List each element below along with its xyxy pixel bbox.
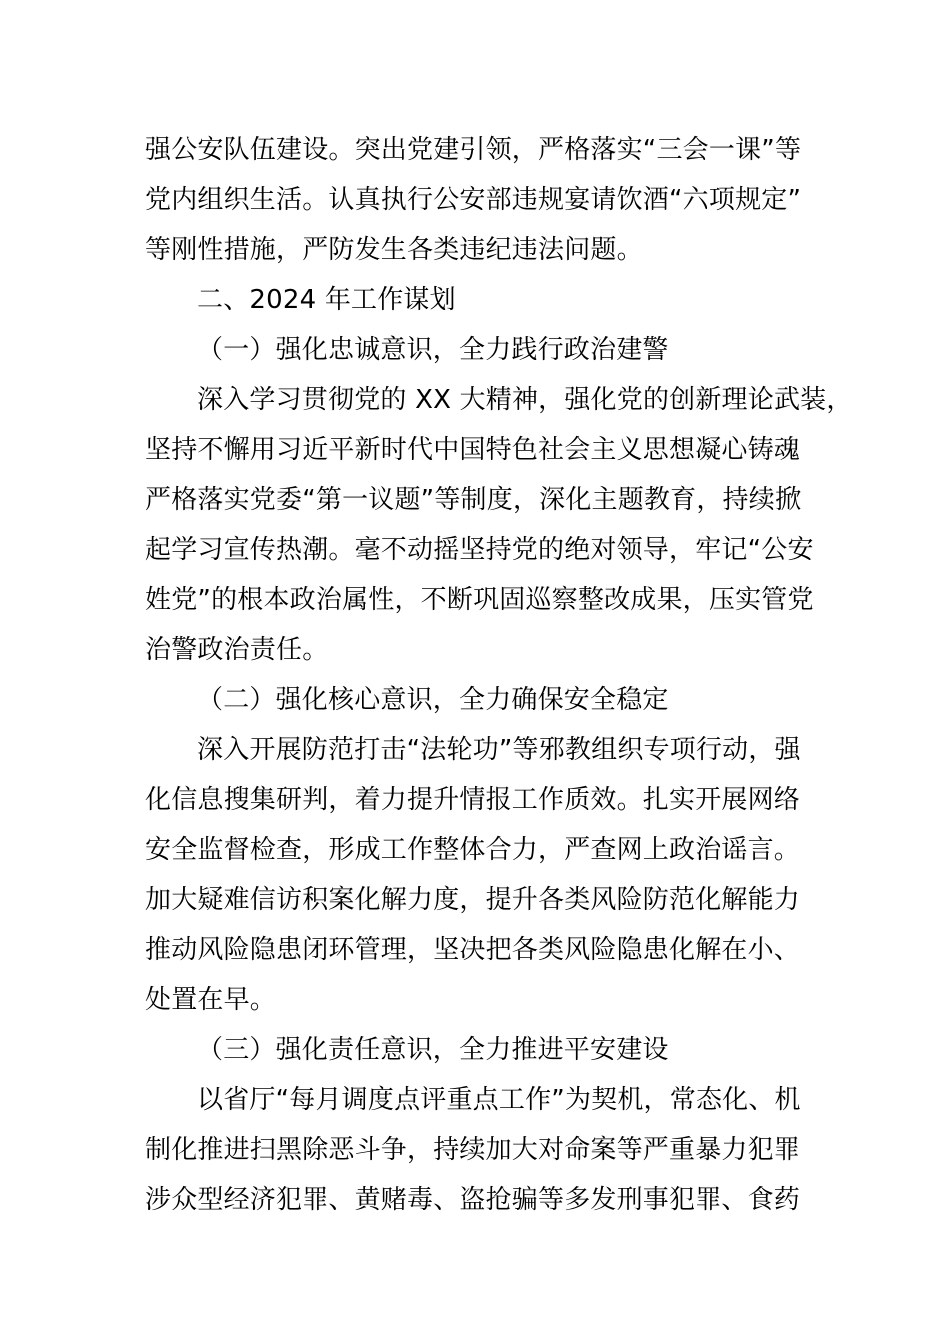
body-text-line: 强公安队伍建设。突出党建引领，严格落实“三会一课”等 [145, 135, 802, 165]
body-text-line: 姓党”的根本政治属性，不断巩固巡察整改成果，压实管党 [145, 585, 814, 615]
subsection-heading-2: （二）强化核心意识，全力确保安全稳定 [197, 685, 669, 715]
body-text-line: 严格落实党委“第一议题”等制度，深化主题教育，持续掀 [145, 485, 802, 515]
body-text-line: 治警政治责任。 [145, 635, 329, 665]
body-text-line: 推动风险隐患闭环管理，坚决把各类风险隐患化解在小、 [145, 935, 801, 965]
body-text-line: 安全监督检查，形成工作整体合力，严查网上政治谣言。 [145, 835, 801, 865]
body-text-line: 深入学习贯彻党的 XX 大精神，强化党的创新理论武装， [197, 385, 853, 415]
body-text-line: 党内组织生活。认真执行公安部违规宴请饮酒“六项规定” [145, 185, 802, 215]
body-text-line: 加大疑难信访积案化解力度，提升各类风险防范化解能力 [145, 885, 801, 915]
body-text-line: 等刚性措施，严防发生各类违纪违法问题。 [145, 235, 643, 265]
body-text-line: 以省厅“每月调度点评重点工作”为契机，常态化、机 [197, 1085, 801, 1115]
body-text-line: 处置在早。 [145, 985, 277, 1015]
body-text-line: 化信息搜集研判，着力提升情报工作质效。扎实开展网络 [145, 785, 801, 815]
body-text-line: 制化推进扫黑除恶斗争，持续加大对命案等严重暴力犯罪 [145, 1135, 801, 1165]
body-text-line: 深入开展防范打击“法轮功”等邪教组织专项行动，强 [197, 735, 801, 765]
subsection-heading-3: （三）强化责任意识，全力推进平安建设 [197, 1035, 669, 1065]
body-text-line: 坚持不懈用习近平新时代中国特色社会主义思想凝心铸魂 [145, 435, 801, 465]
subsection-heading-1: （一）强化忠诚意识，全力践行政治建警 [197, 335, 669, 365]
section-heading: 二、2024 年工作谋划 [197, 285, 456, 315]
body-text-line: 起学习宣传热潮。毫不动摇坚持党的绝对领导，牢记“公安 [145, 535, 814, 565]
body-text-line: 涉众型经济犯罪、黄赌毒、盗抢骗等多发刑事犯罪、食药 [145, 1185, 801, 1215]
